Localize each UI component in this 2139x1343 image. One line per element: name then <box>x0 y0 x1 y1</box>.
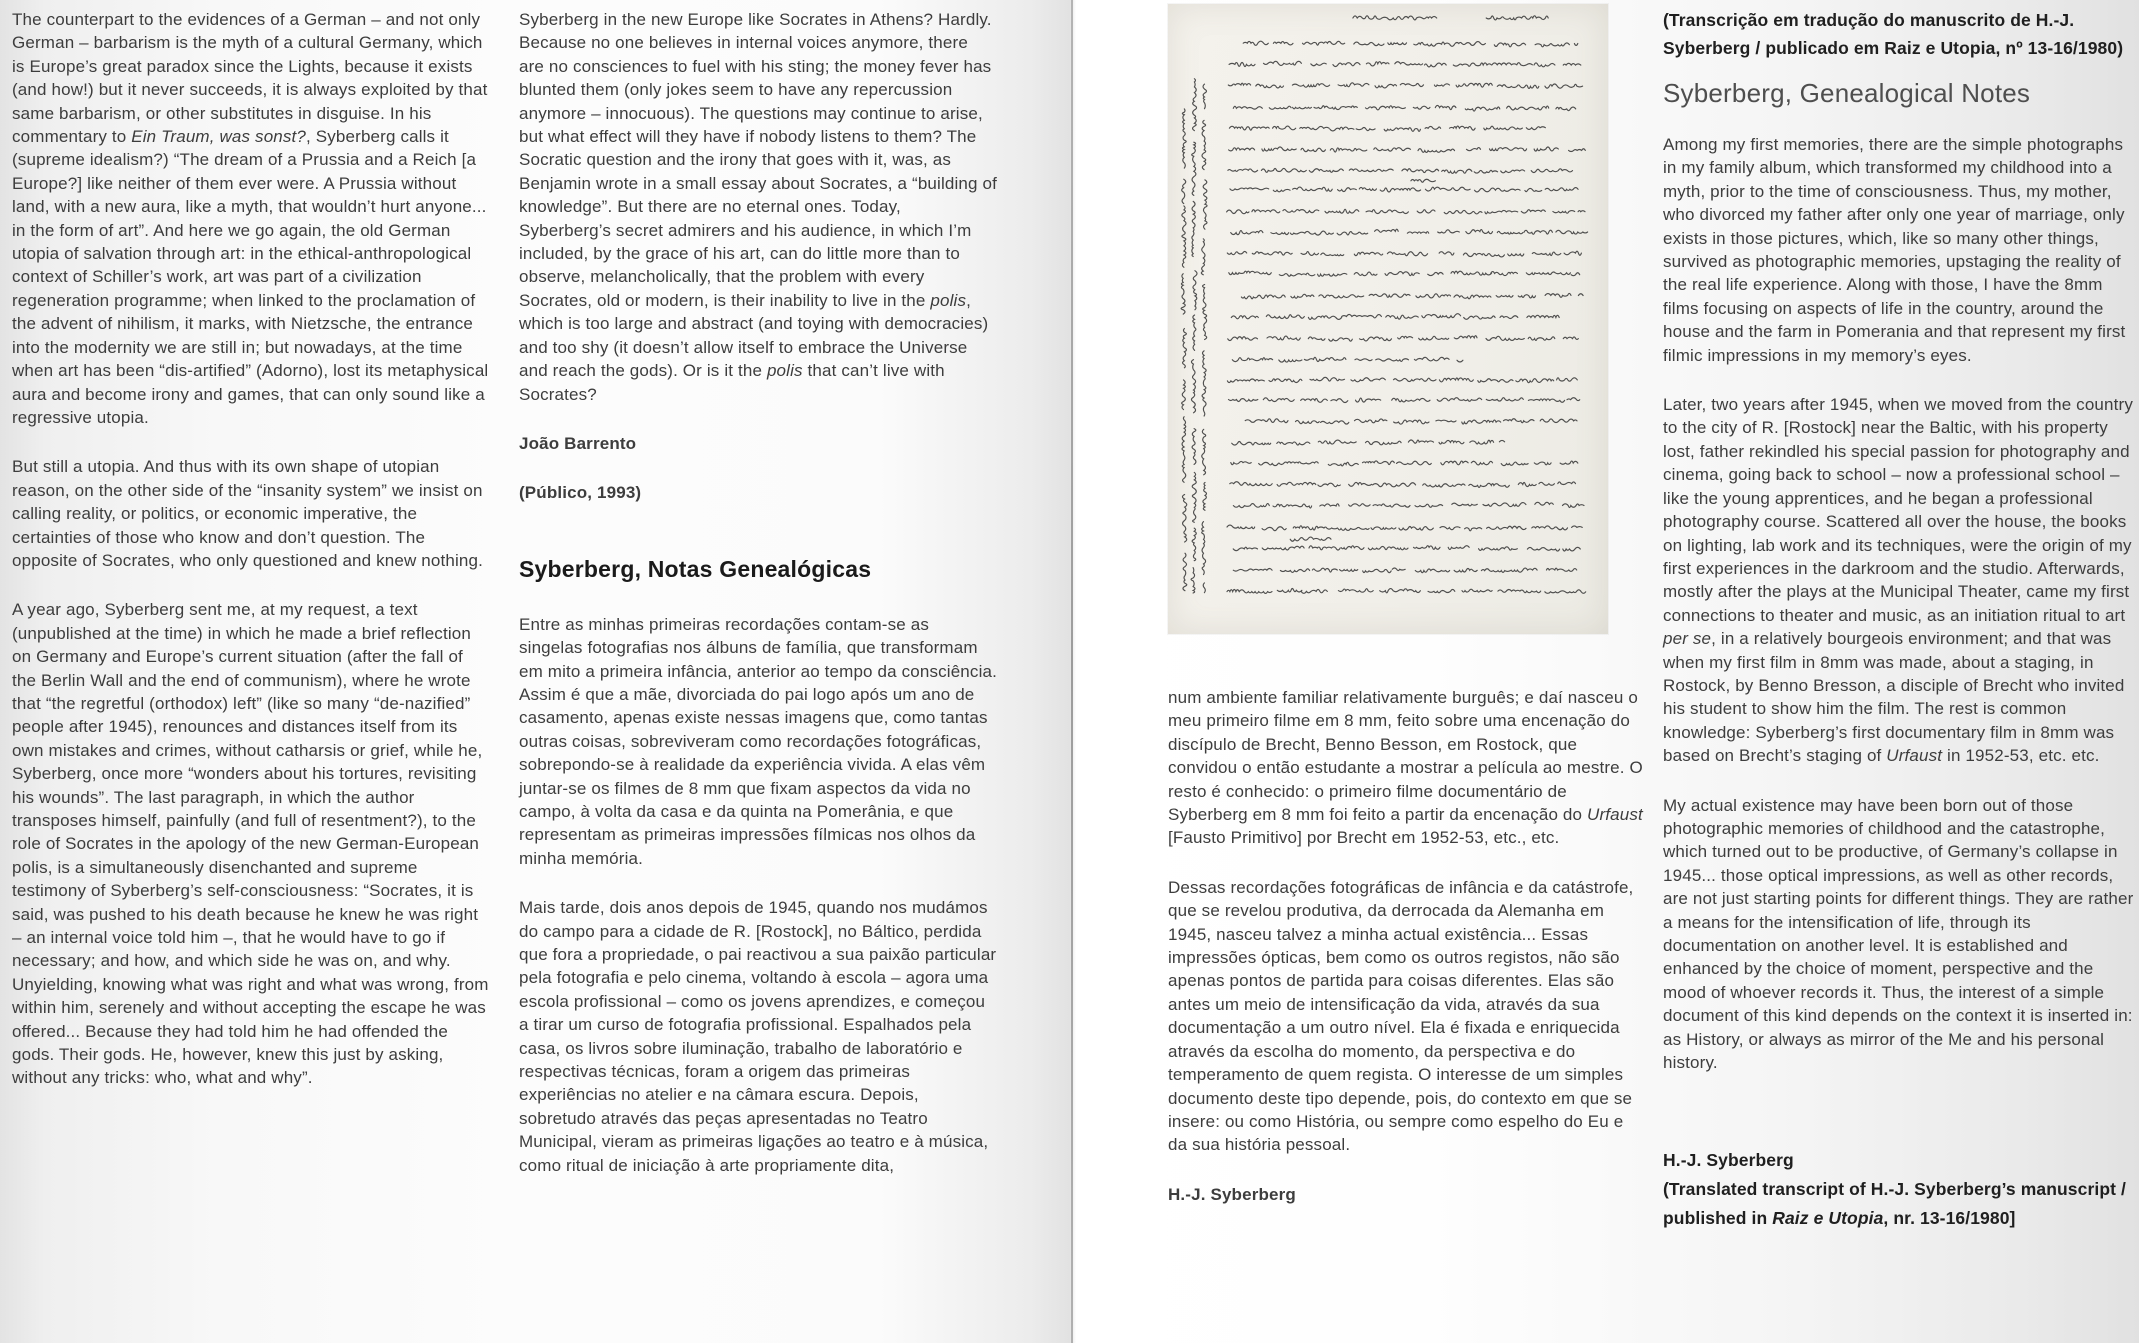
credit-author: H.-J. Syberberg <box>1663 1150 1794 1171</box>
manuscript-image <box>1168 4 1608 634</box>
byline-source: (Público, 1993) <box>519 483 642 503</box>
paragraph: Mais tarde, dois anos depois de 1945, quando nos mudámos do campo para a cidade de R. [Rostock], no Báltico, perdida que fora a propriedade, o pai reactivou a sua paixão particular pela fotografia e pelo cinema, voltando à escola – agora uma escola profissional – como os jovens aprendizes, e começou a tirar um curso de fotografia profissional. Espalhados pela casa, os livros sobre iluminação, trabalho de laboratório e respectivas técnicas, foram a origem das primeiras experiências no atelier e na câmara escura. Depois, sobretudo através das peças apresentadas no Teatro Municipal, vieram as primeiras ligações ao teatro e à música, como ritual de iniciação à arte propriamente dita, <box>519 898 997 1175</box>
handwriting-graphic <box>1168 4 1608 634</box>
section-heading-en: Syberberg, Genealogical Notes <box>1663 78 2031 108</box>
article-column-4 <box>1663 6 2135 1233</box>
section-heading-pt: Syberberg, Notas Genealógicas <box>519 555 872 582</box>
paragraph: Among my first memories, there are the simple photographs in my family album, which transformed my childhood into a myth, prior to the time of consciousness. Thus, my mother, who divorced my father after only one year of marriage, only exists in those pictures, which, like so many other things, survived as photographic memories, upstaging the reality of the real life experience. Along with those, I have the 8mm films focusing on aspects of life in the country, around the house and the farm in Pomerania and that represent my first filmic impressions in my memory’s eyes. <box>1663 135 2126 365</box>
credit-block <box>1663 1146 2135 1233</box>
paragraph: num ambiente familiar relativamente burguês; e daí nasceu o meu primeiro filme em 8 mm, feito sobre uma encenação do discípulo de Brecht, Benno Besson, em Rostock, que convidou o então estudante a mostrar a película ao mestre. O resto é conhecido: o primeiro filme documentário de Syberberg em 8 mm foi feito a partir da encenação do Urfaust [Fausto Primitivo] por Brecht em 1952-53, etc., etc. <box>1168 688 1643 848</box>
article-column-1 <box>12 8 490 1116</box>
paragraph: Dessas recordações fotográficas de infância e da catástrofe, que se revelou produtiva, da derrocada da Alemanha em 1945, nasceu talvez a minha actual existência... Essas impressões ópticas, bem como os outros registos, não são apenas pontos de partida para coisas diferentes. Elas são antes um meio de intensificação da vida, através da sua documentação a um outro nível. Ela é fixada e enriquecida através da escolha do momento, da perspectiva e do temperamento de quem regista. O interesse de um simples documento deste tipo depende, pois, do contexto em que se insere: ou como História, ou sempre como espelho do Eu e da sua história pessoal. <box>1168 877 1634 1155</box>
byline-author: João Barrento <box>519 433 637 453</box>
paragraph: A year ago, Syberberg sent me, at my request, a text (unpublished at the time) in which he made a brief reflection on Germany and Europe’s current situation (after the fall of the Berlin Wall and the end of communism), where he wrote that “the regretful (orthodox) left” (like so many “de-nazified” people after 1945), renounces and distances itself from its own mistakes and crimes, without catharsis or grief, while he, Syberberg, once more “wonders about his tortures, revisiting his wounds”. The last paragraph, in which the author transposes himself, painfully (and full of resentment?), to the role of Socrates in the apology of the new German-European polis, is a simultaneously disenchanted and supreme testimony of Syberberg’s self-consciousness: “Socrates, it is said, was pushed to his death because he knew he was right – an internal voice told him –, that he would have to go if necessary; and how, and which side he was on, and why. Unyielding, knowing what was right and what was wrong, from within him, serenely and without accepting the escape he was offered... Because they had told him he had offended the gods. Their gods. He, however, knew this just by asking, without any tricks: who, what and why”. <box>12 600 489 1088</box>
paragraph: But still a utopia. And thus with its own shape of utopian reason, on the other side of the “insanity system” we insist on calling reality, or politics, or economic imperative, the certainties of those who know and don’t question. The opposite of Socrates, who only questioned and knew nothing. <box>12 457 483 570</box>
paragraph: Entre as minhas primeiras recordações contam-se as singelas fotografias nos álbuns de família, que transformam em mito a primeira infância, anterior ao tempo da consciência. Assim é que a mãe, divorciada do pai logo após um ano de casamento, apenas existe nessas imagens que, como tantas outras coisas, sobreviveram como recordações fotográficas, sobrepondo-se à realidade da experiência vivida. A elas vêm juntar-se os filmes de 8 mm que fixam aspectos da vida no campo, à volta da casa e da quinta na Pomerânia, e que representam as primeiras impressões fílmicas nos olhos da minha memória. <box>519 614 997 868</box>
page-gutter-divider <box>1071 0 1073 1343</box>
transcript-note-header: (Transcrição em tradução do manuscrito de H.-J. Syberberg / publicado em Raiz e Utopia, nº 13-16/1980) <box>1663 10 2124 58</box>
paragraph: Later, two years after 1945, when we moved from the country to the city of R. [Rostock] near the Baltic, with his property lost, father rekindled his special passion for photography and cinema, going back to school – now a professional school – like the young apprentices, and he began a professional photography course. Scattered all over the house, the books on lighting, lab work and its techniques, were the origin of my first experiences in the darkroom and the studio. Afterwards, mostly after the plays at the Municipal Theater, came my first connections to theater and music, as an initiation ritual to art per se, in a relatively bourgeois environment; and that was when my first film in 8mm was made, about a staging, in Rostock, by Benno Bresson, a disciple of Brecht who invited his student to show him the film. The rest is common knowledge: Syberberg’s first documentary film in 8mm was based on Brecht’s staging of Urfaust in 1952-53, etc. etc. <box>1663 395 2133 766</box>
article-column-3 <box>1168 686 1646 1232</box>
credit-source: (Translated transcript of H.-J. Syberberg’s manuscript / published in Raiz e Utopia, nr. 13-16/1980] <box>1663 1179 2126 1229</box>
paragraph: The counterpart to the evidences of a German – and not only German – barbarism is the myth of a cultural Germany, which is Europe’s great paradox since the Lights, because it exists (and how!) but it never succeeds, it is always exploited by that same barbarism, or other substitutes in disguise. In his commentary to Ein Traum, was sonst?, Syberberg calls it (supreme idealism?) “The dream of a Prussia and a Reich [a Europe?] like neither of them ever were. A Prussia without land, with a new aura, like a myth, that wouldn’t hurt anyone... in the form of art”. And here we go again, the old German utopia of salvation through art: in the ethical-anthropological context of Schiller’s work, art was part of a civilization regeneration programme; when linked to the proclamation of the advent of nihilism, it marks, with Nietzsche, the entrance into the modernity we are still in; but nowadays, at the time when art has been “dis-artified” (Adorno), lost its metaphysical aura and become irony and games, that can only sound like a regressive utopia. <box>12 10 489 427</box>
article-column-2 <box>519 8 997 1203</box>
paragraph: My actual existence may have been born out of those photographic memories of childhood and the catastrophe, which turned out to be productive, of Germany’s collapse in 1945... those optical impressions, as well as other records, are not just starting points for different things. They are rather a means for the intensification of life, through its documentation on another level. It is established and enhanced by the choice of moment, perspective and the mood of whoever records it. Thus, the interest of a simple document of this kind depends on the context it is inserted in: as History, or always as mirror of the Me and his personal history. <box>1663 795 2134 1073</box>
paragraph: Syberberg in the new Europe like Socrates in Athens? Hardly. Because no one believes in internal voices anymore, there are no consciences to fuel with his sting; the money fever has blunted them (only jokes seem to have any repercussion anymore – innocuous). The questions may continue to arise, but what effect will they have if nobody listens to them? The Socratic question and the irony that goes with it, was, as Benjamin wrote in a small essay about Socrates, a “building of knowledge”. But there are no eternal ones. Today, Syberberg’s secret admirers and his audience, in which I’m included, by the grace of his art, can do little more than to observe, melancholically, that the problem with every Socrates, old or modern, is their inability to live in the polis, which is too large and abstract (and toying with democracies) and too shy (it doesn’t allow itself to embrace the Universe and reach the gods). Or is it the polis that can’t live with Socrates? <box>519 10 997 404</box>
byline-author: H.-J. Syberberg <box>1168 1184 1296 1204</box>
